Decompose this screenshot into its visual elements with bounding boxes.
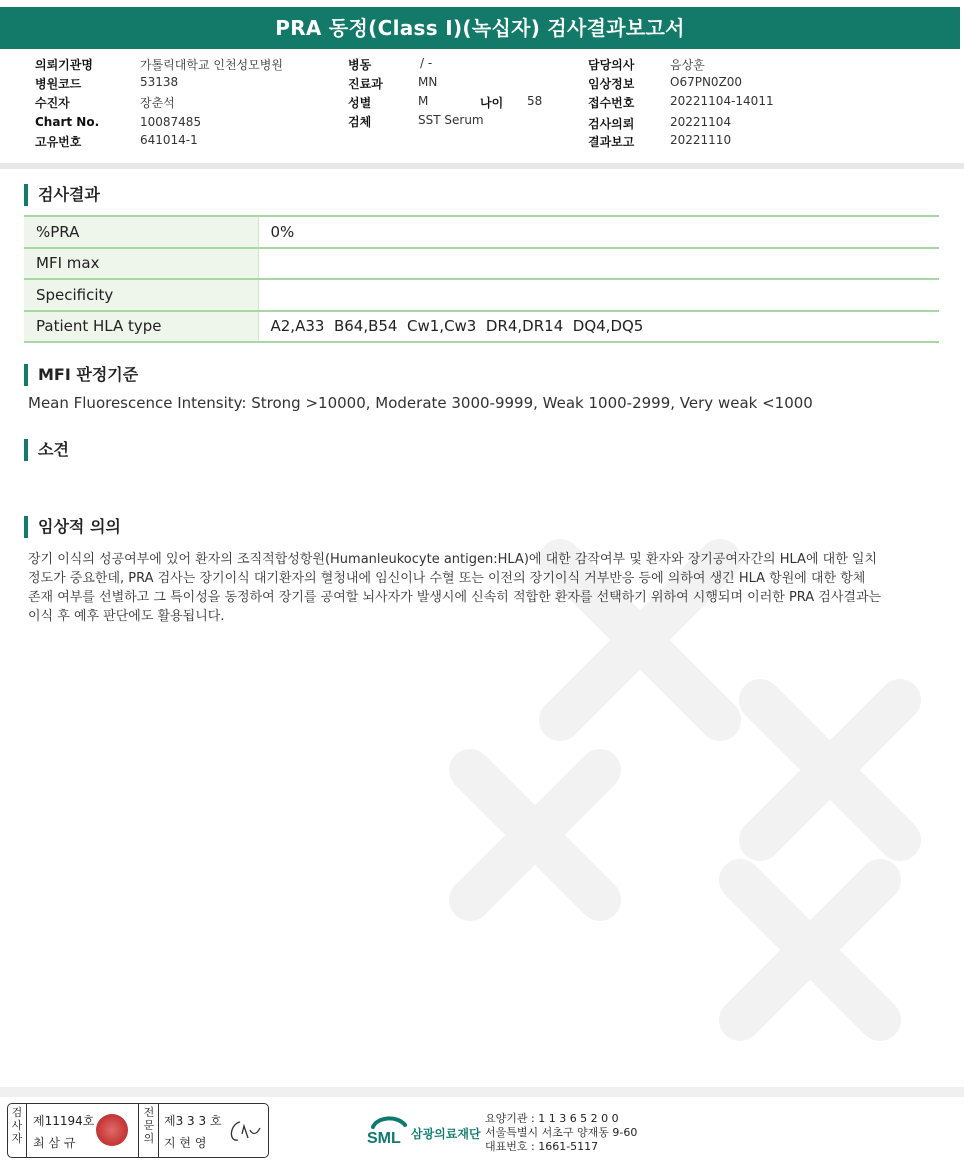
top-margin bbox=[0, 0, 964, 7]
info-label: 임상정보 bbox=[588, 77, 635, 91]
result-key: Specificity bbox=[24, 279, 258, 311]
report-title: PRA 동정(Class I)(녹십자) 검사결과보고서 bbox=[0, 7, 960, 49]
info-label: 성별 bbox=[348, 96, 372, 110]
info-label: 고유번호 bbox=[35, 135, 82, 149]
examiner-label: 검사자 bbox=[11, 1106, 23, 1145]
sml-logo-text: SML bbox=[367, 1130, 401, 1147]
info-label: Chart No. bbox=[35, 115, 100, 129]
org-line: 대표번호 : 1661-5117 bbox=[485, 1140, 599, 1153]
info-value: 20221110 bbox=[670, 133, 732, 147]
divider bbox=[26, 1104, 27, 1157]
info-label: 담당의사 bbox=[588, 58, 635, 72]
specialist-label: 전문의 bbox=[143, 1106, 155, 1145]
signature-box bbox=[7, 1103, 269, 1158]
mfi-criteria-text: Mean Fluorescence Intensity: Strong >10000, Moderate 3000-9999, Weak 1000-2999, Very weak <1000 bbox=[28, 394, 813, 412]
result-value: 0% bbox=[258, 216, 939, 248]
results-table bbox=[24, 215, 939, 343]
info-label: 검사의뢰 bbox=[588, 117, 635, 131]
info-value: 음상훈 bbox=[670, 58, 705, 72]
info-label: 병원코드 bbox=[35, 77, 82, 91]
examiner-license: 제11194호 bbox=[33, 1114, 95, 1128]
section-title-clinical: 임상적 의의 bbox=[24, 516, 121, 538]
divider bbox=[158, 1104, 159, 1157]
info-value: 장춘석 bbox=[140, 96, 175, 110]
info-label: 병동 bbox=[348, 58, 372, 72]
info-label: 진료과 bbox=[348, 77, 383, 91]
section-title-opinion: 소견 bbox=[24, 439, 69, 461]
result-value bbox=[258, 279, 939, 311]
section-title-results: 검사결과 bbox=[24, 184, 100, 206]
clinical-line: 정도가 중요한데, PRA 검사는 장기이식 대기환자의 혈청내에 임신이나 수혈 또는 이전의 장기이식 거부반응 등에 의하여 생긴 HLA 항원에 대한 항체 bbox=[28, 571, 866, 586]
organization-info bbox=[485, 1112, 637, 1154]
age-value: 58 bbox=[527, 94, 543, 108]
section-title-mfi: MFI 판정기준 bbox=[24, 364, 138, 386]
info-value: O67PN0Z00 bbox=[670, 75, 743, 89]
seal-stamp-icon bbox=[96, 1114, 128, 1146]
info-label: 접수번호 bbox=[588, 96, 635, 110]
patient-info bbox=[0, 56, 964, 160]
info-label: 의뢰기관명 bbox=[35, 58, 93, 72]
info-value: M bbox=[418, 94, 429, 108]
org-line: 요양기관 : 1 1 3 6 5 2 0 0 bbox=[485, 1112, 619, 1125]
info-value: 20221104 bbox=[670, 115, 732, 129]
clinical-line: 이식 후 예후 판단에도 활용됩니다. bbox=[28, 609, 225, 624]
result-key: %PRA bbox=[24, 216, 258, 248]
brand-name: 삼광의료재단 bbox=[411, 1127, 481, 1141]
info-label: 수진자 bbox=[35, 96, 70, 110]
divider bbox=[138, 1104, 139, 1157]
info-value: 641014-1 bbox=[140, 133, 198, 147]
signature-icon bbox=[226, 1116, 264, 1146]
result-value: A2,A33 B64,B54 Cw1,Cw3 DR4,DR14 DQ4,DQ5 bbox=[258, 311, 939, 343]
clinical-line: 존재 여부를 선별하고 그 특이성을 동정하여 장기를 공여할 뇌사자가 발생시에 신속히 적합한 환자를 선택하기 위하여 시행되며 이러한 PRA 검사결과는 bbox=[28, 590, 882, 605]
table-row bbox=[24, 216, 939, 248]
footer-divider bbox=[0, 1087, 964, 1097]
info-value: 53138 bbox=[140, 75, 179, 89]
info-value: 가톨릭대학교 인천성모병원 bbox=[140, 58, 283, 72]
info-value: / - bbox=[420, 56, 433, 70]
table-row bbox=[24, 311, 939, 343]
info-label: 검체 bbox=[348, 115, 372, 129]
sml-logo-icon bbox=[367, 1113, 409, 1149]
info-value: 10087485 bbox=[140, 115, 202, 129]
result-key: Patient HLA type bbox=[24, 311, 258, 343]
specialist-license: 제3 3 3 호 bbox=[164, 1114, 222, 1128]
org-line: 서울특별시 서초구 양재동 9-60 bbox=[485, 1126, 638, 1139]
info-value: 20221104-14011 bbox=[670, 94, 774, 108]
table-row bbox=[24, 279, 939, 311]
header-divider bbox=[0, 163, 964, 169]
clinical-line: 장기 이식의 성공여부에 있어 환자의 조직적합성항원(Humanleukocyte antigen:HLA)에 대한 감작여부 및 환자와 장기공여자간의 HLA에 대한 일치 bbox=[28, 552, 877, 567]
examiner-name: 최 삼 규 bbox=[33, 1136, 76, 1150]
age-label: 나이 bbox=[480, 96, 504, 110]
result-value bbox=[258, 248, 939, 280]
info-label: 결과보고 bbox=[588, 135, 635, 149]
specialist-name: 지 현 영 bbox=[164, 1136, 207, 1150]
info-value: SST Serum bbox=[418, 113, 484, 127]
info-value: MN bbox=[418, 75, 438, 89]
clinical-significance-text bbox=[28, 550, 938, 626]
result-key: MFI max bbox=[24, 248, 258, 280]
table-row bbox=[24, 248, 939, 280]
